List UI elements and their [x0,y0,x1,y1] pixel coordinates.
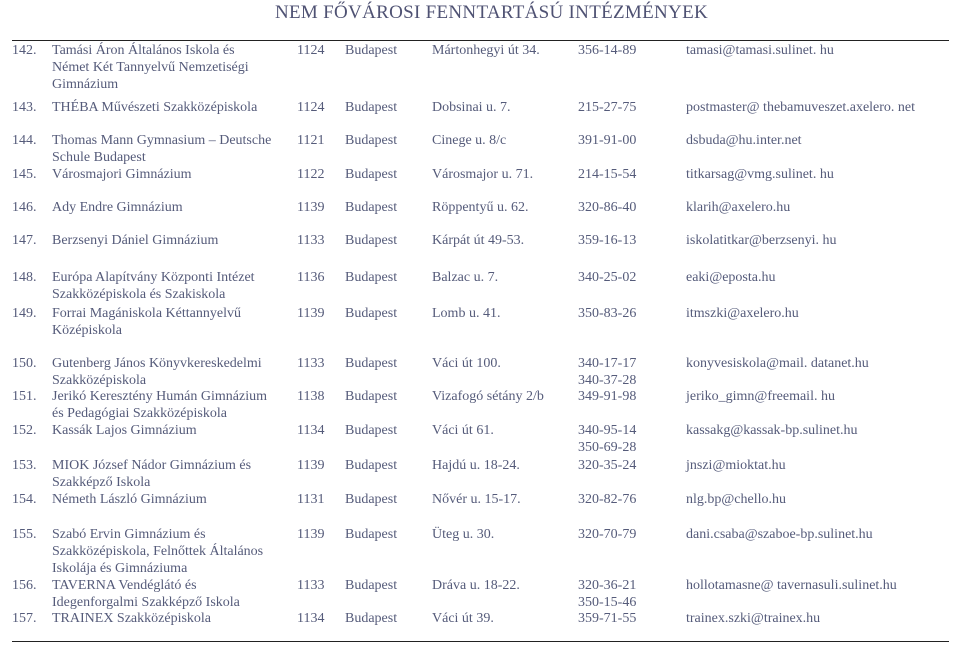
row-number: 143. [12,100,37,115]
city: Budapest [345,356,398,371]
institution-name: Ady Endre Gimnázium [52,200,183,215]
postal-code: 1122 [297,167,325,182]
postal-code: 1138 [297,389,325,404]
institution-name: Városmajori Gimnázium [52,167,192,182]
phone-number: 320-35-24 [578,458,637,473]
row-number: 154. [12,492,37,507]
email-address: trainex.szki@trainex.hu [686,611,821,626]
institution-name: Schule Budapest [52,150,146,165]
email-address: kassakg@kassak-bp.sulinet.hu [686,423,858,438]
city: Budapest [345,200,398,215]
phone-number: 320-86-40 [578,200,637,215]
street-address: Városmajor u. 71. [432,167,534,182]
row-number: 148. [12,270,37,285]
institution-name: Idegenforgalmi Szakképző Iskola [52,595,240,610]
phone-number: 340-37-28 [578,373,637,388]
street-address: Váci út 61. [432,423,494,438]
postal-code: 1134 [297,611,325,626]
city: Budapest [345,43,398,58]
phone-number: 340-25-02 [578,270,637,285]
street-address: Balzac u. 7. [432,270,499,285]
street-address: Nővér u. 15-17. [432,492,521,507]
phone-number: 350-15-46 [578,595,637,610]
street-address: Dobsinai u. 7. [432,100,511,115]
institution-name: MIOK József Nádor Gimnázium és [52,458,252,473]
page-title: NEM FŐVÁROSI FENNTARTÁSÚ INTÉZMÉNYEK [275,2,708,23]
street-address: Váci út 100. [432,356,501,371]
row-number: 147. [12,233,37,248]
city: Budapest [345,389,398,404]
postal-code: 1124 [297,100,325,115]
row-number: 142. [12,43,37,58]
institution-name: Tamási Áron Általános Iskola és [52,43,235,58]
email-address: jeriko_gimn@freemail. hu [686,389,835,404]
city: Budapest [345,306,398,321]
phone-number: 350-69-28 [578,440,637,455]
institution-name: Német Két Tannyelvű Nemzetiségi [52,60,249,75]
row-number: 153. [12,458,37,473]
row-number: 151. [12,389,37,404]
institution-name: THÉBA Művészeti Szakközépiskola [52,100,258,115]
street-address: Lomb u. 41. [432,306,501,321]
page-header [0,2,960,24]
phone-number: 320-36-21 [578,578,637,593]
phone-number: 214-15-54 [578,167,637,182]
row-number: 144. [12,133,37,148]
phone-number: 391-91-00 [578,133,637,148]
row-number: 150. [12,356,37,371]
row-number: 156. [12,578,37,593]
email-address: itmszki@axelero.hu [686,306,799,321]
institution-name: Középiskola [52,323,122,338]
institution-name: Szakközépiskola és Szakiskola [52,287,226,302]
phone-number: 340-17-17 [578,356,637,371]
city: Budapest [345,611,398,626]
row-number: 145. [12,167,37,182]
institution-name: Szakképző Iskola [52,475,151,490]
divider [12,641,949,642]
row-number: 149. [12,306,37,321]
phone-number: 320-70-79 [578,527,637,542]
institution-name: TRAINEX Szakközépiskola [52,611,212,626]
phone-number: 359-71-55 [578,611,637,626]
postal-code: 1139 [297,527,325,542]
row-number: 146. [12,200,37,215]
institution-name: Gutenberg János Könyvkereskedelmi [52,356,262,371]
institution-name: Gimnázium [52,77,119,92]
postal-code: 1139 [297,200,325,215]
email-address: nlg.bp@chello.hu [686,492,786,507]
postal-code: 1133 [297,233,325,248]
postal-code: 1139 [297,458,325,473]
street-address: Cinege u. 8/c [432,133,507,148]
email-address: eaki@eposta.hu [686,270,776,285]
email-address: hollotamasne@ tavernasuli.sulinet.hu [686,578,897,593]
institution-name: Thomas Mann Gymnasium – Deutsche [52,133,272,148]
street-address: Vizafogó sétány 2/b [432,389,544,404]
institution-name: Forrai Magániskola Kéttannyelvű [52,306,241,321]
institution-name: Iskolája és Gimnáziuma [52,561,188,576]
postal-code: 1121 [297,133,325,148]
institution-name: Berzsenyi Dániel Gimnázium [52,233,219,248]
city: Budapest [345,423,398,438]
phone-number: 349-91-98 [578,389,637,404]
city: Budapest [345,458,398,473]
row-number: 152. [12,423,37,438]
institution-name: TAVERNA Vendéglátó és [52,578,197,593]
phone-number: 350-83-26 [578,306,637,321]
row-number: 155. [12,527,37,542]
city: Budapest [345,492,398,507]
city: Budapest [345,270,398,285]
phone-number: 215-27-75 [578,100,637,115]
postal-code: 1134 [297,423,325,438]
postal-code: 1139 [297,306,325,321]
row-number: 157. [12,611,37,626]
street-address: Dráva u. 18-22. [432,578,520,593]
city: Budapest [345,133,398,148]
postal-code: 1136 [297,270,325,285]
email-address: konyvesiskola@mail. datanet.hu [686,356,869,371]
institution-name: Európa Alapítvány Központi Intézet [52,270,255,285]
phone-number: 359-16-13 [578,233,637,248]
street-address: Váci út 39. [432,611,494,626]
email-address: dsbuda@hu.inter.net [686,133,802,148]
institution-name: és Pedagógiai Szakközépiskola [52,406,227,421]
email-address: titkarsag@vmg.sulinet. hu [686,167,834,182]
street-address: Üteg u. 30. [432,527,495,542]
postal-code: 1131 [297,492,325,507]
institution-name: Szabó Ervin Gimnázium és [52,527,206,542]
postal-code: 1124 [297,43,325,58]
phone-number: 356-14-89 [578,43,637,58]
postal-code: 1133 [297,578,325,593]
city: Budapest [345,233,398,248]
email-address: tamasi@tamasi.sulinet. hu [686,43,834,58]
email-address: iskolatitkar@berzsenyi. hu [686,233,837,248]
phone-number: 340-95-14 [578,423,637,438]
city: Budapest [345,578,398,593]
city: Budapest [345,527,398,542]
city: Budapest [345,100,398,115]
phone-number: 320-82-76 [578,492,637,507]
institution-name: Kassák Lajos Gimnázium [52,423,197,438]
institution-name: Szakközépiskola [52,373,147,388]
institution-name: Szakközépiskola, Felnőttek Általános [52,544,264,559]
email-address: postmaster@ thebamuveszet.axelero. net [686,100,916,115]
street-address: Mártonhegyi út 34. [432,43,540,58]
street-address: Röppentyű u. 62. [432,200,529,215]
institution-name: Jerikó Keresztény Humán Gimnázium [52,389,267,404]
street-address: Hajdú u. 18-24. [432,458,520,473]
email-address: dani.csaba@szaboe-bp.sulinet.hu [686,527,873,542]
postal-code: 1133 [297,356,325,371]
divider [12,40,949,41]
street-address: Kárpát út 49-53. [432,233,525,248]
email-address: jnszi@mioktat.hu [686,458,786,473]
city: Budapest [345,167,398,182]
email-address: klarih@axelero.hu [686,200,791,215]
institution-name: Németh László Gimnázium [52,492,207,507]
